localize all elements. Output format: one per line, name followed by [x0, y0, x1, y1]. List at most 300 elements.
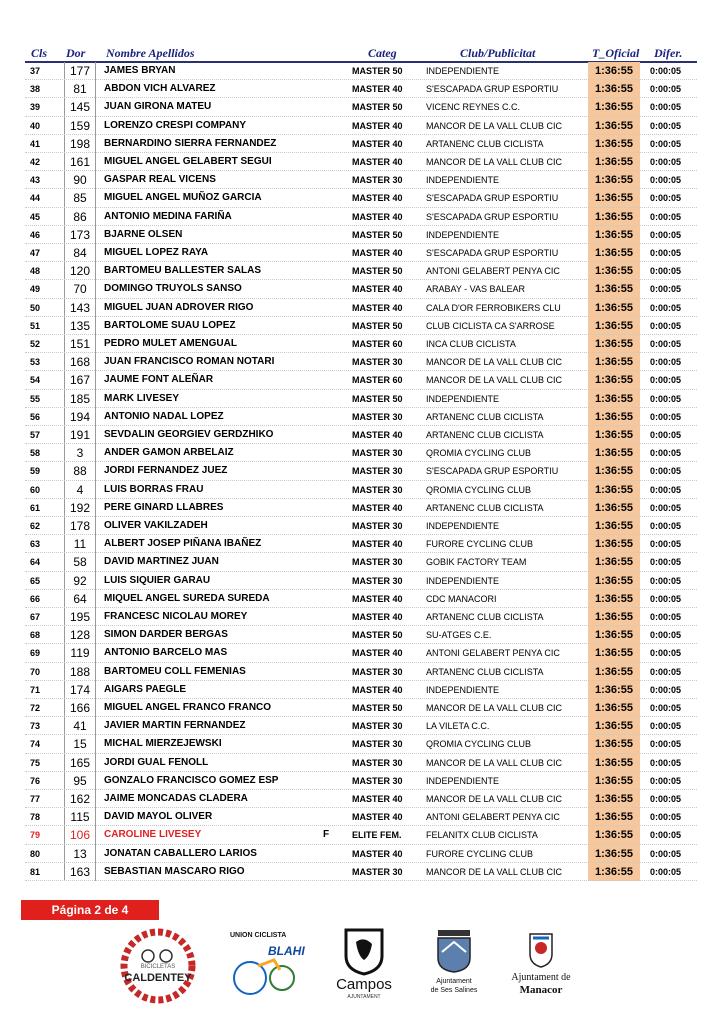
bib-cell: 13	[64, 845, 96, 863]
name-cell: CAROLINE LIVESEY	[104, 829, 202, 841]
rank-cell: 81	[30, 866, 41, 877]
club-cell: ANTONI GELABERT PENYA CIC	[426, 648, 560, 659]
rank-cell: 60	[30, 484, 41, 495]
bib-cell: 195	[64, 608, 96, 626]
bib-cell: 143	[64, 299, 96, 317]
bib-cell: 192	[64, 499, 96, 517]
rank-cell: 64	[30, 557, 41, 568]
table-header	[0, 44, 722, 62]
table-row	[0, 499, 722, 517]
table-row	[0, 626, 722, 644]
manacor-logo	[500, 932, 582, 1002]
table-row	[0, 208, 722, 226]
category-cell: MASTER 30	[352, 484, 403, 495]
bib-cell: 167	[64, 371, 96, 389]
table-row	[0, 681, 722, 699]
rank-cell: 61	[30, 502, 41, 513]
club-cell: QROMIA CYCLING CLUB	[426, 448, 532, 459]
diff-cell: 0:00:05	[650, 721, 682, 732]
diff-cell: 0:00:05	[650, 466, 682, 477]
time-cell: 1:36:55	[588, 499, 640, 517]
club-cell: FELANITX CLUB CICLISTA	[426, 830, 538, 841]
table-row	[0, 335, 722, 353]
category-cell: MASTER 50	[352, 320, 403, 331]
diff-cell: 0:00:05	[650, 102, 682, 113]
name-cell: DOMINGO TRUYOLS SANSO	[104, 283, 242, 295]
club-cell: ANTONI GELABERT PENYA CIC	[426, 266, 560, 277]
table-row	[0, 426, 722, 444]
rank-cell: 44	[30, 193, 41, 204]
table-row	[0, 553, 722, 571]
club-cell: ARTANENC CLUB CICLISTA	[426, 502, 544, 513]
rank-cell: 58	[30, 448, 41, 459]
category-cell: MASTER 40	[352, 120, 403, 131]
table-row	[0, 790, 722, 808]
category-cell: MASTER 40	[352, 539, 403, 550]
table-row	[0, 171, 722, 189]
bib-cell: 161	[64, 153, 96, 171]
category-cell: MASTER 30	[352, 357, 403, 368]
category-cell: MASTER 60	[352, 375, 403, 386]
rank-cell: 43	[30, 175, 41, 186]
category-cell: ELITE FEM.	[352, 830, 402, 841]
diff-cell: 0:00:05	[650, 302, 682, 313]
bib-cell: 185	[64, 390, 96, 408]
diff-cell: 0:00:05	[650, 193, 682, 204]
diff-cell: 0:00:05	[650, 229, 682, 240]
sex-cell	[323, 80, 337, 98]
category-cell: MASTER 40	[352, 684, 403, 695]
bib-cell: 145	[64, 98, 96, 116]
sex-cell	[323, 208, 337, 226]
bib-cell: 15	[64, 735, 96, 753]
name-cell: ANTONIO BARCELO MAS	[104, 647, 228, 659]
category-cell: MASTER 30	[352, 175, 403, 186]
name-cell: BARTOMEU BALLESTER SALAS	[104, 265, 262, 277]
category-cell: MASTER 50	[352, 266, 403, 277]
bib-cell: 64	[64, 590, 96, 608]
table-row	[0, 62, 722, 80]
bib-cell: 159	[64, 117, 96, 135]
ses-salines-line2: de Ses Salines	[430, 987, 478, 994]
name-cell: MIGUEL LOPEZ RAYA	[104, 247, 209, 258]
rank-cell: 63	[30, 539, 41, 550]
rank-cell: 62	[30, 521, 41, 531]
campos-logo	[334, 926, 394, 1004]
time-cell: 1:36:55	[588, 663, 640, 681]
bib-cell: 173	[64, 226, 96, 244]
name-cell: BARTOMEU COLL FEMENIAS	[104, 665, 246, 677]
diff-cell: 0:00:05	[650, 175, 682, 186]
rank-cell: 70	[30, 666, 41, 677]
name-cell: ANTONIO MEDINA FARIÑA	[104, 210, 232, 222]
table-row	[0, 590, 722, 608]
table-row	[0, 845, 722, 863]
sex-cell	[323, 244, 337, 262]
club-cell: ARTANENC CLUB CICLISTA	[426, 138, 544, 149]
name-cell: MIQUEL ANGEL SUREDA SUREDA	[104, 592, 270, 604]
club-cell: ARTANENC CLUB CICLISTA	[426, 430, 544, 440]
category-cell: MASTER 30	[352, 739, 403, 750]
sex-cell	[323, 772, 337, 790]
category-cell: MASTER 30	[352, 757, 403, 768]
bib-cell: 198	[64, 135, 96, 153]
rank-cell: 75	[30, 757, 41, 768]
diff-cell: 0:00:05	[650, 575, 682, 586]
sex-cell	[323, 444, 337, 462]
sex-cell	[323, 189, 337, 207]
club-cell: CALA D'OR FERROBIKERS CLU	[426, 302, 561, 313]
time-cell: 1:36:55	[588, 863, 640, 881]
club-cell: ANTONI GELABERT PENYA CIC	[426, 812, 560, 823]
manacor-shield-icon	[500, 932, 582, 968]
name-cell: LUIS BORRAS FRAU	[104, 483, 204, 495]
sex-cell	[323, 171, 337, 189]
diff-cell: 0:00:05	[650, 266, 682, 277]
name-cell: JAUME FONT ALEÑAR	[104, 374, 214, 386]
time-cell: 1:36:55	[588, 826, 640, 844]
time-cell: 1:36:55	[588, 80, 640, 98]
sex-cell	[323, 226, 337, 244]
rank-cell: 56	[30, 411, 41, 422]
rank-cell: 40	[30, 120, 41, 131]
diff-cell: 0:00:05	[650, 320, 682, 331]
time-cell: 1:36:55	[588, 644, 640, 662]
sex-cell	[323, 626, 337, 644]
table-row	[0, 280, 722, 298]
diff-cell: 0:00:05	[650, 848, 682, 859]
name-cell: PEDRO MULET AMENGUAL	[104, 338, 237, 349]
time-cell: 1:36:55	[588, 772, 640, 790]
rank-cell: 72	[30, 703, 41, 713]
name-cell: BARTOLOME SUAU LOPEZ	[104, 319, 236, 331]
sex-cell	[323, 681, 337, 699]
bib-cell: 58	[64, 553, 96, 571]
name-cell: MIGUEL JUAN ADROVER RIGO	[104, 301, 254, 313]
name-cell: JUAN FRANCISCO ROMAN NOTARI	[104, 356, 275, 368]
bib-cell: 88	[64, 462, 96, 480]
manacor-line2: Manacor	[519, 984, 563, 996]
campos-shield-icon	[334, 926, 394, 976]
header-cls: Cls	[31, 46, 48, 60]
table-row	[0, 117, 722, 135]
name-cell: LORENZO CRESPI COMPANY	[104, 119, 247, 131]
rank-cell: 45	[30, 211, 41, 222]
name-cell: AIGARS PAEGLE	[104, 683, 187, 695]
ses-salines-shield-icon	[424, 928, 484, 974]
time-cell: 1:36:55	[588, 481, 640, 499]
sex-cell	[323, 299, 337, 317]
sex-cell	[323, 699, 337, 717]
table-row	[0, 226, 722, 244]
diff-cell: 0:00:05	[650, 84, 682, 95]
ses-salines-line1: Ajuntament	[436, 978, 472, 985]
time-cell: 1:36:55	[588, 371, 640, 389]
name-cell: FRANCESC NICOLAU MOREY	[104, 611, 248, 622]
bib-cell: 106	[64, 826, 96, 844]
diff-cell: 0:00:05	[650, 866, 682, 877]
club-cell: INDEPENDIENTE	[426, 66, 500, 76]
time-cell: 1:36:55	[588, 626, 640, 644]
club-cell: LA VILETA C.C.	[426, 721, 490, 732]
time-cell: 1:36:55	[588, 262, 640, 280]
name-cell: DAVID MARTINEZ JUAN	[104, 556, 219, 568]
table-row	[0, 317, 722, 335]
blahi-top: UNION CICLISTA	[230, 932, 287, 939]
sex-cell	[323, 845, 337, 863]
club-cell: SU-ATGES C.E.	[426, 630, 492, 641]
rank-cell: 37	[30, 66, 41, 76]
rank-cell: 73	[30, 721, 41, 732]
sex-cell	[323, 481, 337, 499]
time-cell: 1:36:55	[588, 226, 640, 244]
time-cell: 1:36:55	[588, 572, 640, 590]
diff-cell: 0:00:05	[650, 375, 682, 386]
sex-cell	[323, 98, 337, 116]
club-cell: GOBIK FACTORY TEAM	[426, 557, 527, 568]
table-row	[0, 390, 722, 408]
sex-cell	[323, 808, 337, 826]
table-row	[0, 371, 722, 389]
club-cell: S'ESCAPADA GRUP ESPORTIU	[426, 248, 559, 258]
category-cell: MASTER 30	[352, 866, 403, 877]
sex-cell	[323, 517, 337, 535]
category-cell: MASTER 40	[352, 794, 403, 804]
bib-cell: 188	[64, 663, 96, 681]
time-cell: 1:36:55	[588, 189, 640, 207]
bib-cell: 128	[64, 626, 96, 644]
bib-cell: 92	[64, 572, 96, 590]
table-row	[0, 717, 722, 735]
header-club: Club/Publicitat	[460, 46, 536, 60]
bib-cell: 194	[64, 408, 96, 426]
name-cell: ALBERT JOSEP PIÑANA IBAÑEZ	[104, 538, 262, 550]
diff-cell: 0:00:05	[650, 66, 682, 76]
time-cell: 1:36:55	[588, 845, 640, 863]
rank-cell: 65	[30, 575, 41, 586]
time-cell: 1:36:55	[588, 62, 640, 80]
time-cell: 1:36:55	[588, 735, 640, 753]
time-cell: 1:36:55	[588, 553, 640, 571]
rank-cell: 50	[30, 302, 41, 313]
table-row	[0, 135, 722, 153]
sex-cell	[323, 590, 337, 608]
sex-cell	[323, 353, 337, 371]
sex-cell	[323, 317, 337, 335]
time-cell: 1:36:55	[588, 462, 640, 480]
header-categ: Categ	[368, 46, 397, 60]
name-cell: BJARNE OLSEN	[104, 228, 183, 240]
bib-cell: 165	[64, 754, 96, 772]
club-cell: ARTANENC CLUB CICLISTA	[426, 612, 544, 622]
club-cell: FURORE CYCLING CLUB	[426, 539, 534, 550]
diff-cell: 0:00:05	[650, 757, 682, 768]
rank-cell: 77	[30, 794, 41, 804]
table-row	[0, 735, 722, 753]
header-name: Nombre Apellidos	[106, 46, 195, 60]
table-row	[0, 353, 722, 371]
rank-cell: 48	[30, 266, 41, 277]
category-cell: MASTER 30	[352, 466, 403, 477]
table-row	[0, 808, 722, 826]
diff-cell: 0:00:05	[650, 157, 682, 167]
category-cell: MASTER 30	[352, 448, 403, 459]
club-cell: FURORE CYCLING CLUB	[426, 848, 534, 859]
diff-cell: 0:00:05	[650, 339, 682, 349]
sex-cell	[323, 371, 337, 389]
category-cell: MASTER 40	[352, 193, 403, 204]
club-cell: INDEPENDIENTE	[426, 229, 500, 240]
category-cell: MASTER 50	[352, 703, 403, 713]
bib-cell: 90	[64, 171, 96, 189]
diff-cell: 0:00:05	[650, 138, 682, 149]
table-row	[0, 535, 722, 553]
rank-cell: 52	[30, 339, 41, 349]
bib-cell: 120	[64, 262, 96, 280]
club-cell: MANCOR DE LA VALL CLUB CIC	[426, 157, 563, 167]
category-cell: MASTER 40	[352, 138, 403, 149]
table-row	[0, 772, 722, 790]
time-cell: 1:36:55	[588, 390, 640, 408]
campos-name: Campos	[336, 976, 392, 993]
bib-cell: 84	[64, 244, 96, 262]
name-cell: BERNARDINO SIERRA FERNANDEZ	[104, 137, 277, 149]
diff-cell: 0:00:05	[650, 648, 682, 659]
rank-cell: 80	[30, 848, 41, 859]
blahi-logo	[228, 930, 304, 1000]
sex-cell	[323, 663, 337, 681]
bib-cell: 85	[64, 189, 96, 207]
category-cell: MASTER 40	[352, 648, 403, 659]
time-cell: 1:36:55	[588, 808, 640, 826]
sex-cell	[323, 335, 337, 353]
name-cell: LUIS SIQUIER GARAU	[104, 574, 211, 586]
diff-cell: 0:00:05	[650, 502, 682, 513]
table-row	[0, 644, 722, 662]
club-cell: QROMIA CYCLING CLUB	[426, 739, 532, 750]
name-cell: DAVID MAYOL OLIVER	[104, 811, 213, 823]
diff-cell: 0:00:05	[650, 357, 682, 368]
club-cell: INCA CLUB CICLISTA	[426, 339, 516, 349]
rank-cell: 47	[30, 248, 41, 258]
table-row	[0, 462, 722, 480]
name-cell: JAMES BRYAN	[104, 65, 176, 76]
sex-cell	[323, 644, 337, 662]
category-cell: MASTER 50	[352, 229, 403, 240]
time-cell: 1:36:55	[588, 244, 640, 262]
diff-cell: 0:00:05	[650, 830, 682, 841]
club-cell: CDC MANACORI	[426, 593, 497, 604]
sex-cell	[323, 754, 337, 772]
table-row	[0, 826, 722, 844]
diff-cell: 0:00:05	[650, 484, 682, 495]
name-cell: PERE GINARD LLABRES	[104, 501, 224, 513]
diff-cell: 0:00:05	[650, 120, 682, 131]
category-cell: MASTER 30	[352, 721, 403, 732]
club-cell: MANCOR DE LA VALL CLUB CIC	[426, 794, 563, 804]
category-cell: MASTER 60	[352, 339, 403, 349]
category-cell: MASTER 40	[352, 502, 403, 513]
time-cell: 1:36:55	[588, 790, 640, 808]
club-cell: MANCOR DE LA VALL CLUB CIC	[426, 703, 563, 713]
sex-cell	[323, 117, 337, 135]
page-indicator: Página 2 de 4	[21, 900, 159, 920]
sex-cell	[323, 135, 337, 153]
table-row	[0, 153, 722, 171]
rank-cell: 51	[30, 320, 41, 331]
sex-cell	[323, 62, 337, 80]
table-row	[0, 517, 722, 535]
diff-cell: 0:00:05	[650, 794, 682, 804]
time-cell: 1:36:55	[588, 608, 640, 626]
time-cell: 1:36:55	[588, 335, 640, 353]
time-cell: 1:36:55	[588, 408, 640, 426]
club-cell: INDEPENDIENTE	[426, 684, 500, 695]
club-cell: MANCOR DE LA VALL CLUB CIC	[426, 120, 563, 131]
rank-cell: 38	[30, 84, 41, 95]
name-cell: SEVDALIN GEORGIEV GERDZHIKO	[104, 429, 274, 440]
name-cell: MIGUEL ANGEL MUÑOZ GARCIA	[104, 192, 262, 204]
rank-cell: 76	[30, 775, 41, 786]
sex-cell: F	[323, 829, 330, 841]
club-cell: MANCOR DE LA VALL CLUB CIC	[426, 375, 563, 386]
bib-cell: 178	[64, 517, 96, 535]
diff-cell: 0:00:05	[650, 630, 682, 641]
club-cell: CLUB CICLISTA CA S'ARROSE	[426, 320, 555, 331]
bib-cell: 95	[64, 772, 96, 790]
blahi-name: BLAHI	[268, 944, 305, 958]
diff-cell: 0:00:05	[650, 521, 682, 531]
rank-cell: 71	[30, 684, 41, 695]
category-cell: MASTER 40	[352, 812, 403, 823]
rank-cell: 41	[30, 138, 41, 149]
club-cell: MANCOR DE LA VALL CLUB CIC	[426, 357, 563, 368]
sex-cell	[323, 790, 337, 808]
diff-cell: 0:00:05	[650, 739, 682, 750]
club-cell: QROMIA CYCLING CLUB	[426, 484, 532, 495]
bib-cell: 119	[64, 644, 96, 662]
name-cell: SEBASTIAN MASCARO RIGO	[104, 865, 245, 877]
category-cell: MASTER 40	[352, 430, 403, 440]
time-cell: 1:36:55	[588, 299, 640, 317]
diff-cell: 0:00:05	[650, 775, 682, 786]
sex-cell	[323, 535, 337, 553]
category-cell: MASTER 40	[352, 302, 403, 313]
club-cell: ARTANENC CLUB CICLISTA	[426, 666, 544, 677]
diff-cell: 0:00:05	[650, 539, 682, 550]
table-row	[0, 80, 722, 98]
name-cell: GASPAR REAL VICENS	[104, 174, 216, 186]
cyclist-icon	[228, 930, 304, 1000]
club-cell: MANCOR DE LA VALL CLUB CIC	[426, 866, 563, 877]
manacor-line1: Ajuntament de	[511, 972, 571, 983]
name-cell: MIGUEL ANGEL GELABERT SEGUI	[104, 156, 272, 167]
club-cell: INDEPENDIENTE	[426, 393, 500, 404]
diff-cell: 0:00:05	[650, 684, 682, 695]
diff-cell: 0:00:05	[650, 448, 682, 459]
sex-cell	[323, 553, 337, 571]
table-row	[0, 444, 722, 462]
campos-sub: AJUNTAMENT	[347, 994, 381, 1000]
time-cell: 1:36:55	[588, 590, 640, 608]
category-cell: MASTER 40	[352, 612, 403, 622]
sex-cell	[323, 280, 337, 298]
sex-cell	[323, 426, 337, 444]
time-cell: 1:36:55	[588, 353, 640, 371]
rank-cell: 78	[30, 812, 41, 823]
rank-cell: 79	[30, 830, 41, 841]
header-diff: Difer.	[654, 46, 683, 60]
